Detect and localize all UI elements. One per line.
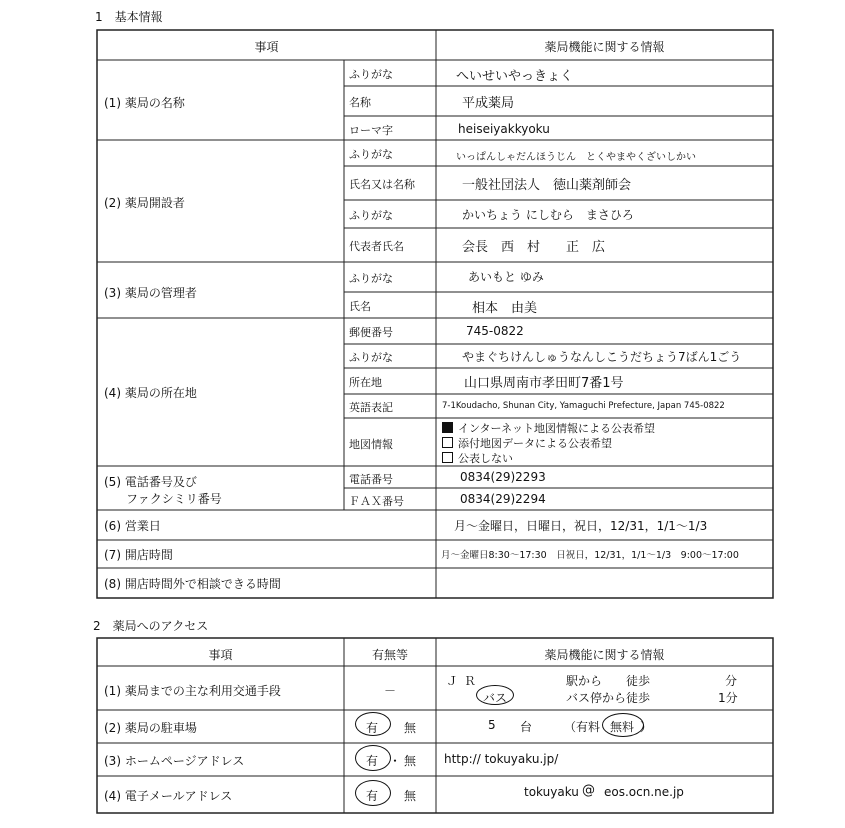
row-label-fax: ファクシミリ番号: [126, 492, 222, 506]
manager-kana: あいもと ゆみ: [468, 270, 544, 284]
parking-unit: 台: [520, 720, 533, 734]
field-label-address: 所在地: [349, 376, 382, 389]
walk-label: 徒歩: [626, 691, 651, 705]
checkbox-checked: [442, 422, 453, 433]
column-header-info: 薬局機能に関する情報: [544, 40, 665, 54]
email-user[interactable]: tokuyaku: [524, 785, 579, 799]
email-yes: 有: [366, 789, 379, 803]
row-label-transport: (1) 薬局までの主な利用交通手段: [104, 684, 281, 698]
row-label-parking: (2) 薬局の駐車場: [104, 721, 197, 735]
field-label-fax: ＦＡＸ番号: [349, 495, 404, 508]
circle-mark-bus: [476, 685, 514, 705]
homepage-dot: ・: [389, 754, 402, 768]
field-label-english: 英語表記: [349, 401, 393, 414]
representative-kana: かいちょう にしむら まさひろ: [462, 208, 634, 222]
walk-label: 徒歩: [626, 674, 651, 688]
pharmacy-name-kana: へいせいやっきょく: [456, 69, 574, 84]
business-days: 月～金曜日，日曜日，祝日，12/31，1/1～1/3: [454, 519, 708, 533]
checkbox-unchecked: [442, 437, 453, 448]
opening-hours: 月～金曜日8:30～17:30 日祝日，12/31，1/1～1/3 9:00～17:00: [441, 550, 739, 561]
column-header-availability: 有無等: [371, 648, 408, 662]
row-label-hours: (7) 開店時間: [104, 548, 173, 562]
founder-name-kana: いっぱんしゃだんほうじん とくやまやくざいしかい: [456, 152, 696, 163]
founder-name: 一般社団法人 徳山薬剤師会: [462, 178, 632, 193]
circle-mark-yes: [355, 745, 391, 771]
parking-paid: （有料: [564, 720, 601, 734]
walk-minutes-bus-stop: 1分: [718, 691, 738, 705]
postal-code: 745-0822: [466, 324, 524, 338]
map-option-internet: インターネット地図情報による公表希望: [442, 420, 655, 436]
address-english: 7-1Koudacho, Shunan City, Yamaguchi Prefecture, Japan 745-0822: [442, 401, 725, 411]
column-header-item: 事項: [254, 40, 279, 54]
transport-jr: ＪＲ: [446, 674, 483, 688]
parking-count: 5: [488, 718, 496, 732]
field-label-tel: 電話番号: [349, 473, 393, 486]
tel-number: 0834(29)2293: [460, 470, 546, 484]
pharmacy-name: 平成薬局: [462, 96, 515, 111]
row-label-pharmacy-name: (1) 薬局の名称: [104, 96, 185, 110]
field-label-kana: ふりがな: [349, 272, 393, 285]
station-from-label: 駅から: [566, 674, 603, 688]
field-label-roman: ローマ字: [349, 124, 393, 137]
homepage-no: 無: [404, 754, 417, 768]
pharmacy-name-roman: heiseiyakkyoku: [458, 122, 550, 136]
map-option-attached: 添付地図データによる公表希望: [442, 435, 612, 451]
field-label-kana: ふりがな: [349, 351, 393, 364]
field-label-kana: ふりがな: [349, 68, 393, 81]
homepage-yes: 有: [366, 754, 379, 768]
row-label-business-days: (6) 営業日: [104, 519, 161, 533]
row-label-address: (4) 薬局の所在地: [104, 386, 197, 400]
parking-free: 無料: [610, 720, 635, 734]
homepage-url[interactable]: http:// tokuyaku.jp/: [444, 752, 559, 766]
checkbox-unchecked: [442, 452, 453, 463]
row-label-phone: (5) 電話番号及び: [104, 475, 197, 489]
field-label-representative: 代表者氏名: [349, 240, 404, 253]
transport-bus: バス: [483, 691, 508, 705]
address: 山口県周南市孝田町7番1号: [464, 376, 624, 391]
manager-name: 相本 由美: [472, 301, 538, 316]
row-label-consult: (8) 開店時間外で相談できる時間: [104, 577, 281, 591]
email-no: 無: [404, 789, 417, 803]
circle-mark-yes: [355, 780, 391, 806]
walk-minutes-station: 分: [725, 674, 738, 688]
field-label-map: 地図情報: [349, 438, 393, 451]
row-label-manager: (3) 薬局の管理者: [104, 286, 197, 300]
section1-heading: 1 基本情報: [95, 10, 163, 24]
circle-mark-free: [602, 713, 644, 737]
field-label-kana: ふりがな: [349, 148, 393, 161]
address-kana: やまぐちけんしゅうなんしこうだちょう7ばん1ごう: [462, 350, 742, 364]
column-header-item: 事項: [208, 648, 233, 662]
field-label-founder-name: 氏名又は名称: [349, 178, 415, 191]
field-label-postal: 郵便番号: [349, 326, 393, 339]
parking-close-paren: ）: [640, 720, 653, 734]
field-label-kana: ふりがな: [349, 209, 393, 222]
representative-name: 会長 西 村 正 広: [462, 240, 606, 255]
email-at: @: [582, 783, 595, 798]
parking-no: 無: [404, 721, 417, 735]
transport-availability: －: [383, 684, 396, 698]
row-label-homepage: (3) ホームページアドレス: [104, 754, 245, 768]
row-label-founder: (2) 薬局開設者: [104, 196, 185, 210]
field-label-manager-name: 氏名: [349, 300, 371, 313]
email-domain[interactable]: eos.ocn.ne.jp: [604, 785, 684, 799]
column-header-info: 薬局機能に関する情報: [544, 648, 665, 662]
row-label-email: (4) 電子メールアドレス: [104, 789, 233, 803]
fax-number: 0834(29)2294: [460, 492, 546, 506]
section2-heading: 2 薬局へのアクセス: [93, 619, 209, 633]
circle-mark-yes: [355, 712, 391, 736]
field-label-name: 名称: [349, 96, 371, 109]
map-option-none: 公表しない: [442, 450, 513, 466]
parking-yes: 有: [366, 721, 379, 735]
bus-stop-from-label: バス停から: [566, 691, 627, 705]
